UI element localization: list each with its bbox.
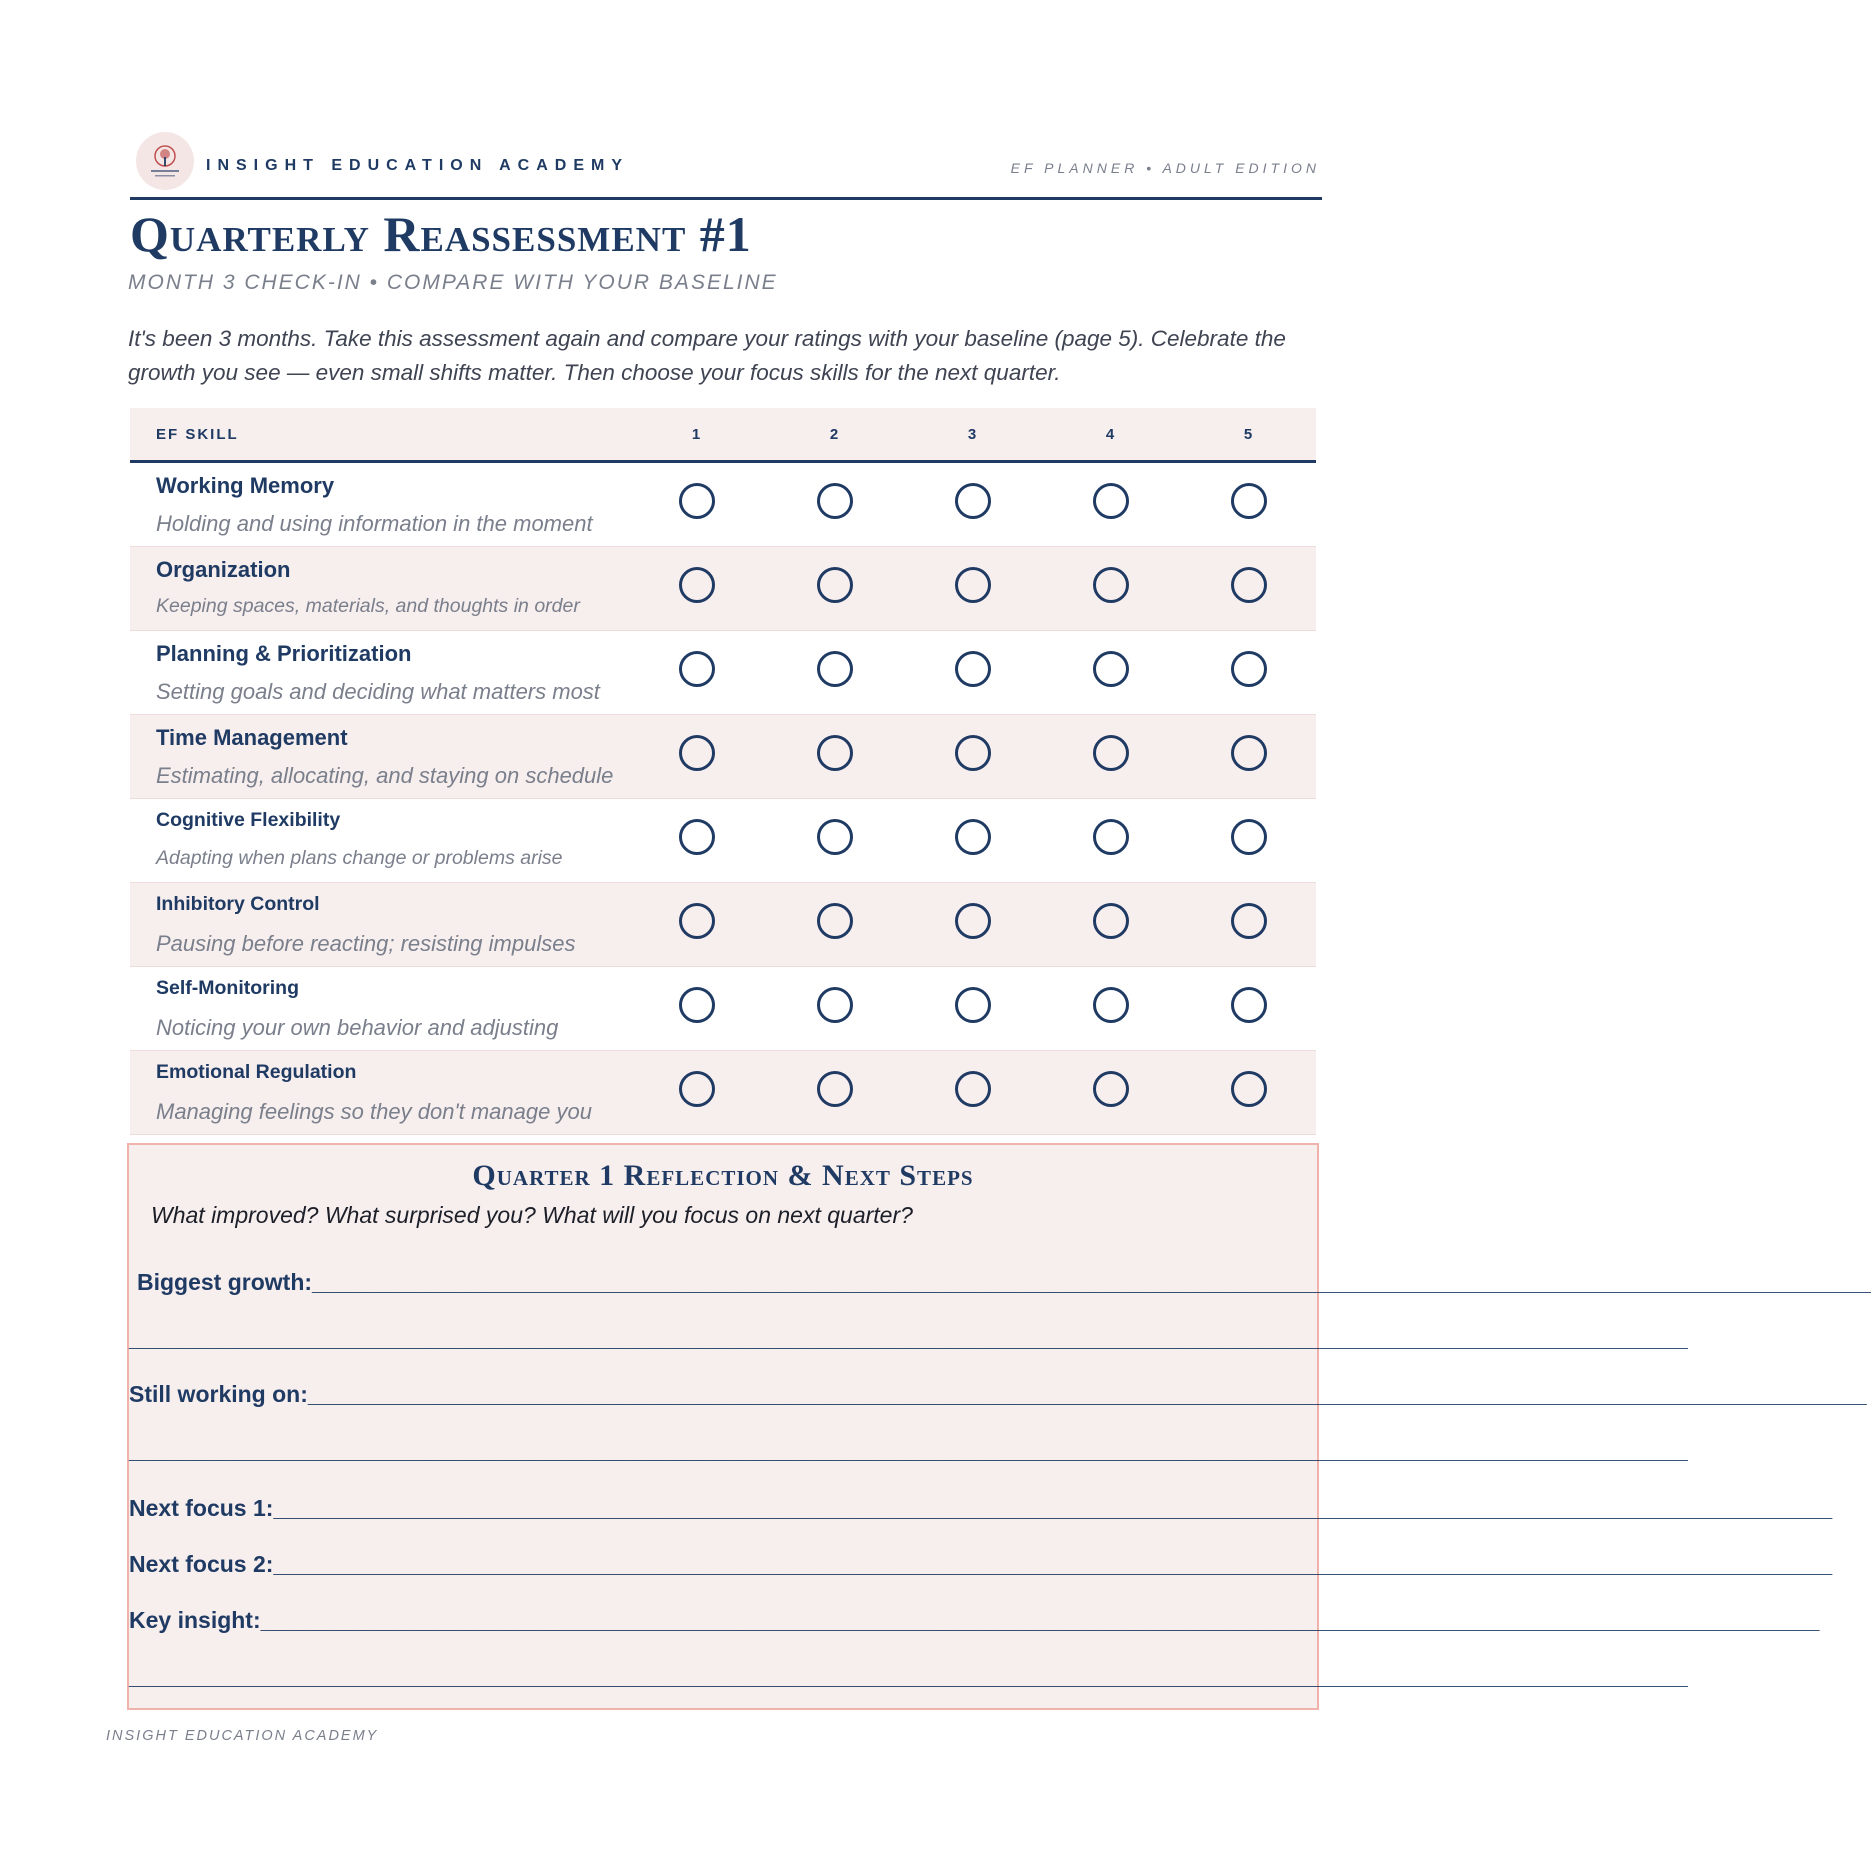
reflection-box <box>127 1143 1871 1710</box>
rating-radio[interactable] <box>817 1071 853 1107</box>
next-focus-2-field[interactable] <box>129 1551 1833 1583</box>
rating-column-header: 3 <box>967 426 979 443</box>
write-in-line[interactable]: ________________________________________________________________________________________________________________________ <box>129 1663 1688 1689</box>
write-in-line[interactable]: ________________________________________________________________________________________________________________________ <box>273 1551 1833 1577</box>
skill-name: Organization <box>156 557 291 582</box>
rating-table <box>130 408 1316 1135</box>
skill-description: Managing feelings so they don't manage you <box>156 1099 592 1124</box>
rating-radio[interactable] <box>1093 819 1129 855</box>
page-title: Quarterly Reassessment #1 <box>130 206 752 262</box>
rating-radio[interactable] <box>1231 567 1267 603</box>
rating-radio[interactable] <box>817 651 853 687</box>
intro-paragraph: It's been 3 months. Take this assessment again and compare your ratings with your baseline (page 5). Celebrate the growth you see — even small shifts matter. Then choose your focus skills for the next quarter. <box>128 326 1286 385</box>
academy-logo <box>136 132 194 190</box>
rating-radio[interactable] <box>1231 903 1267 939</box>
rating-radio[interactable] <box>1093 1071 1129 1107</box>
rating-radio[interactable] <box>817 735 853 771</box>
rating-radio[interactable] <box>1231 987 1267 1023</box>
rating-radio[interactable] <box>817 987 853 1023</box>
page-subtitle: MONTH 3 CHECK-IN • COMPARE WITH YOUR BASELINE <box>128 271 778 294</box>
rating-radio[interactable] <box>679 483 715 519</box>
skill-name: Working Memory <box>156 473 335 498</box>
rating-radio[interactable] <box>955 567 991 603</box>
continuation-field[interactable] <box>129 1437 1688 1469</box>
rating-radio[interactable] <box>1093 987 1129 1023</box>
rating-radio[interactable] <box>955 651 991 687</box>
skill-name: Cognitive Flexibility <box>156 809 341 831</box>
key-insight-field[interactable] <box>129 1607 1820 1639</box>
rating-radio[interactable] <box>1231 651 1267 687</box>
rating-radio[interactable] <box>1231 735 1267 771</box>
reflection-prompt: What improved? What surprised you? What will you focus on next quarter? <box>151 1202 913 1228</box>
field-label: Next focus 2: <box>129 1551 274 1577</box>
rating-radio[interactable] <box>1093 651 1129 687</box>
rating-radio[interactable] <box>955 735 991 771</box>
field-label: Next focus 1: <box>129 1495 274 1521</box>
reflection-title: Quarter 1 Reflection & Next Steps <box>472 1159 974 1192</box>
write-in-line[interactable]: ________________________________________________________________________________________________________________________ <box>260 1607 1820 1633</box>
rating-radio[interactable] <box>955 903 991 939</box>
rating-radio[interactable] <box>955 819 991 855</box>
skill-description: Adapting when plans change or problems arise <box>156 847 563 869</box>
table-row <box>130 799 1316 883</box>
skill-name: Planning & Prioritization <box>156 641 412 666</box>
header-divider <box>130 197 1322 200</box>
next-focus-1-field[interactable] <box>129 1495 1833 1527</box>
write-in-line[interactable]: ________________________________________________________________________________________________________________________ <box>307 1381 1867 1407</box>
rating-radio[interactable] <box>1093 483 1129 519</box>
table-row <box>130 1051 1316 1135</box>
table-row <box>130 631 1316 715</box>
rating-radio[interactable] <box>955 1071 991 1107</box>
biggest-growth-field[interactable] <box>129 1269 1871 1301</box>
rating-radio[interactable] <box>679 987 715 1023</box>
rating-radio[interactable] <box>817 483 853 519</box>
rating-radio[interactable] <box>1231 483 1267 519</box>
skill-name: Time Management <box>156 725 348 750</box>
still-working-on-field[interactable] <box>129 1381 1867 1413</box>
tree-logo-icon <box>143 139 187 183</box>
table-row <box>130 883 1316 967</box>
rating-column-header: 4 <box>1105 426 1117 443</box>
skill-description: Pausing before reacting; resisting impulses <box>156 931 576 956</box>
field-label: Still working on: <box>129 1381 308 1407</box>
rating-radio[interactable] <box>1093 903 1129 939</box>
skill-description: Estimating, allocating, and staying on schedule <box>156 763 614 788</box>
skill-description: Keeping spaces, materials, and thoughts in order <box>156 595 580 617</box>
write-in-line[interactable]: ________________________________________________________________________________________________________________________ <box>312 1269 1871 1295</box>
write-in-line[interactable]: ________________________________________________________________________________________________________________________ <box>129 1437 1688 1463</box>
brand-name: INSIGHT EDUCATION ACADEMY <box>206 157 629 174</box>
footer-brand: INSIGHT EDUCATION ACADEMY <box>106 1728 379 1744</box>
rating-radio[interactable] <box>817 903 853 939</box>
edition-label: EF PLANNER • ADULT EDITION <box>1010 160 1320 176</box>
skill-column-header: EF SKILL <box>156 426 239 443</box>
rating-radio[interactable] <box>679 651 715 687</box>
rating-radio[interactable] <box>679 1071 715 1107</box>
rating-column-header: 2 <box>829 426 841 443</box>
rating-column-header: 1 <box>691 426 703 443</box>
table-row <box>130 547 1316 631</box>
skill-name: Emotional Regulation <box>156 1061 357 1083</box>
skill-name: Inhibitory Control <box>156 893 320 915</box>
rating-column-header: 5 <box>1243 426 1255 443</box>
continuation-field[interactable] <box>129 1325 1688 1357</box>
rating-radio[interactable] <box>1231 819 1267 855</box>
field-label: Key insight: <box>129 1607 261 1633</box>
rating-radio[interactable] <box>1231 1071 1267 1107</box>
rating-radio[interactable] <box>817 567 853 603</box>
skill-name: Self-Monitoring <box>156 977 299 999</box>
rating-radio[interactable] <box>1093 567 1129 603</box>
table-row <box>130 715 1316 799</box>
skill-description: Setting goals and deciding what matters most <box>156 679 600 704</box>
rating-radio[interactable] <box>1093 735 1129 771</box>
write-in-line[interactable]: ________________________________________________________________________________________________________________________ <box>129 1325 1688 1351</box>
table-row <box>130 463 1316 547</box>
rating-radio[interactable] <box>679 903 715 939</box>
table-header <box>130 408 1316 463</box>
field-label: Biggest growth: <box>137 1269 313 1295</box>
rating-radio[interactable] <box>679 567 715 603</box>
write-in-line[interactable]: ________________________________________________________________________________________________________________________ <box>273 1495 1833 1521</box>
table-row <box>130 967 1316 1051</box>
skill-description: Holding and using information in the moment <box>156 511 593 536</box>
rating-radio[interactable] <box>955 987 991 1023</box>
rating-radio[interactable] <box>679 735 715 771</box>
continuation-field[interactable] <box>129 1663 1688 1695</box>
rating-radio[interactable] <box>955 483 991 519</box>
rating-radio[interactable] <box>679 819 715 855</box>
rating-radio[interactable] <box>817 819 853 855</box>
skill-description: Noticing your own behavior and adjusting <box>156 1015 559 1040</box>
